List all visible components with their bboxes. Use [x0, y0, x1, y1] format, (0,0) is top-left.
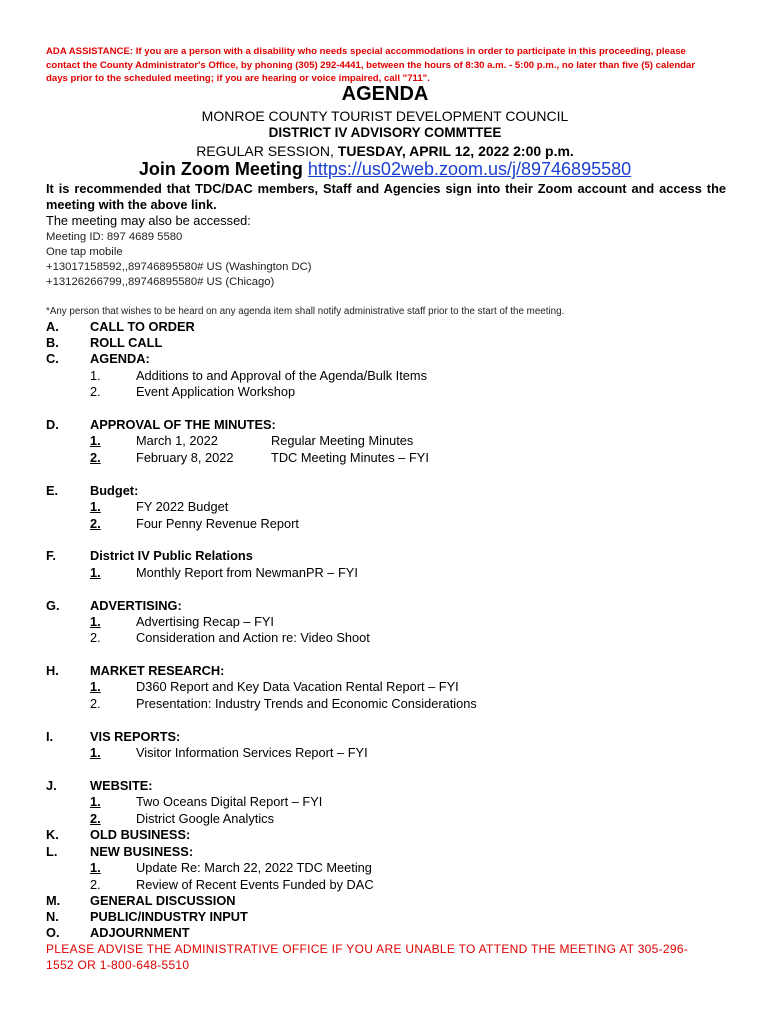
agenda-item — [46, 859, 736, 876]
agenda-section-d — [46, 416, 736, 433]
section-letter: H. — [46, 663, 59, 678]
session-date: TUESDAY, APRIL 12, 2022 2:00 p.m. — [337, 143, 574, 159]
agenda-item — [46, 367, 736, 384]
item-text: District Google Analytics — [136, 811, 274, 826]
section-letter: J. — [46, 778, 57, 793]
item-number: 1. — [90, 614, 101, 629]
item-text: FY 2022 Budget — [136, 499, 229, 514]
section-title: PUBLIC/INDUSTRY INPUT — [90, 909, 248, 924]
section-title: ADJOURNMENT — [90, 925, 190, 940]
section-title: VIS REPORTS: — [90, 729, 181, 744]
phone-dc: +13017158592,,89746895580# US (Washington DC) — [46, 261, 312, 273]
item-number: 1. — [90, 745, 101, 760]
attendance-notice: PLEASE ADVISE THE ADMINISTRATIVE OFFICE IF YOU ARE UNABLE TO ATTEND THE MEETING AT 305-296-1552 OR 1-800-648-5510 — [46, 942, 689, 972]
item-number: 1. — [90, 565, 101, 580]
one-tap-label: One tap mobile — [46, 246, 123, 258]
item-text: Advertising Recap – FYI — [136, 614, 274, 629]
meeting-id: Meeting ID: 897 4689 5580 — [46, 231, 183, 243]
item-number: 1. — [90, 794, 101, 809]
item-date: February 8, 2022 — [136, 450, 234, 465]
agenda-section-h — [46, 662, 736, 679]
section-letter: E. — [46, 483, 59, 498]
committee-name: DISTRICT IV ADVISORY COMMTTEE — [268, 125, 502, 140]
section-title: ADVERTISING: — [90, 598, 182, 613]
item-text: Update Re: March 22, 2022 TDC Meeting — [136, 860, 372, 875]
item-number: 1. — [90, 860, 101, 875]
item-number: 2. — [90, 384, 101, 399]
item-number: 2. — [90, 630, 101, 645]
item-number: 2. — [90, 877, 101, 892]
section-title: NEW BUSINESS: — [90, 844, 194, 859]
agenda-item — [46, 383, 736, 400]
ada-notice: ADA ASSISTANCE: If you are a person with a disability who needs special accommodations in order to participate in this proceeding, please contact the County Administrator's Office, by phoning (305) 292-4441, between the hours of 8:30 a.m. - 5:00 p.m., no later than five (5) calendar days prior to the scheduled meeting; if you are hearing or voice impaired, call "711". — [46, 46, 696, 84]
section-title: WEBSITE: — [90, 778, 153, 793]
item-text: Event Application Workshop — [136, 384, 296, 399]
section-letter: I. — [46, 729, 54, 744]
section-title: OLD BUSINESS: — [90, 827, 191, 842]
agenda-item — [46, 678, 736, 695]
section-title: District IV Public Relations — [90, 548, 253, 563]
agenda-item — [46, 810, 736, 827]
page-title: AGENDA — [341, 83, 429, 105]
zoom-recommendation: It is recommended that TDC/DAC members, Staff and Agencies sign into their Zoom account and access the meeting with the above link. — [46, 181, 726, 212]
agenda-item — [46, 432, 736, 449]
agenda-item — [46, 744, 736, 761]
zoom-line — [0, 159, 770, 180]
agenda-section-o — [46, 924, 736, 941]
agenda-section-n — [46, 908, 736, 925]
agenda-section-m — [46, 892, 736, 909]
section-letter: F. — [46, 548, 56, 563]
item-text: Monthly Report from NewmanPR – FYI — [136, 565, 358, 580]
agenda-item — [46, 629, 736, 646]
section-letter: A. — [46, 319, 59, 334]
agenda-item — [46, 613, 736, 630]
agenda-section-l — [46, 843, 736, 860]
access-intro: The meeting may also be accessed: — [46, 213, 251, 228]
item-text: Two Oceans Digital Report – FYI — [136, 794, 323, 809]
item-number: 2. — [90, 450, 101, 465]
section-title: Budget: — [90, 483, 139, 498]
agenda-section-f — [46, 547, 736, 564]
council-name: MONROE COUNTY TOURIST DEVELOPMENT COUNCIL — [201, 108, 569, 124]
item-number: 1. — [90, 679, 101, 694]
item-number: 2. — [90, 811, 101, 826]
agenda-section-a — [46, 318, 736, 335]
section-title: APPROVAL OF THE MINUTES: — [90, 417, 276, 432]
agenda-section-c — [46, 350, 736, 367]
section-letter: N. — [46, 909, 59, 924]
item-number: 1. — [90, 368, 101, 383]
section-title: MARKET RESEARCH: — [90, 663, 225, 678]
section-letter: B. — [46, 335, 59, 350]
item-text: Regular Meeting Minutes — [271, 433, 414, 448]
agenda-section-k — [46, 826, 736, 843]
agenda-section-i — [46, 728, 736, 745]
item-number: 2. — [90, 696, 101, 711]
section-title: AGENDA: — [90, 351, 150, 366]
session-label: REGULAR SESSION, — [196, 143, 334, 159]
item-text: TDC Meeting Minutes – FYI — [271, 450, 429, 465]
agenda-item — [46, 515, 736, 532]
agenda-section-e — [46, 482, 736, 499]
section-title: ROLL CALL — [90, 335, 163, 350]
section-letter: D. — [46, 417, 59, 432]
agenda-section-b — [46, 334, 736, 351]
agenda-item — [46, 876, 736, 893]
item-number: 1. — [90, 433, 101, 448]
speaker-note: *Any person that wishes to be heard on any agenda item shall notify administrative staff prior to the start of the meeting. — [46, 306, 565, 317]
item-text: Presentation: Industry Trends and Economic Considerations — [136, 696, 477, 711]
agenda-item — [46, 498, 736, 515]
zoom-link[interactable]: https://us02web.zoom.us/j/89746895580 — [307, 159, 632, 179]
agenda-item — [46, 695, 736, 712]
section-letter: M. — [46, 893, 61, 908]
item-number: 2. — [90, 516, 101, 531]
item-text: Additions to and Approval of the Agenda/Bulk Items — [136, 368, 427, 383]
section-title: GENERAL DISCUSSION — [90, 893, 236, 908]
section-letter: K. — [46, 827, 59, 842]
section-letter: G. — [46, 598, 60, 613]
agenda-section-j — [46, 777, 736, 794]
phone-chicago: +13126266799,,89746895580# US (Chicago) — [46, 276, 275, 288]
item-text: Visitor Information Services Report – FYI — [136, 745, 368, 760]
section-letter: O. — [46, 925, 60, 940]
agenda-item — [46, 449, 736, 466]
item-text: Review of Recent Events Funded by DAC — [136, 877, 374, 892]
item-text: Four Penny Revenue Report — [136, 516, 299, 531]
item-number: 1. — [90, 499, 101, 514]
session-line — [0, 143, 770, 159]
agenda-item — [46, 793, 736, 810]
agenda-section-g — [46, 597, 736, 614]
item-date: March 1, 2022 — [136, 433, 218, 448]
agenda-item — [46, 564, 736, 581]
item-text: D360 Report and Key Data Vacation Rental Report – FYI — [136, 679, 459, 694]
section-letter: L. — [46, 844, 58, 859]
section-title: CALL TO ORDER — [90, 319, 195, 334]
item-text: Consideration and Action re: Video Shoot — [136, 630, 370, 645]
section-letter: C. — [46, 351, 59, 366]
zoom-label: Join Zoom Meeting — [138, 159, 303, 179]
